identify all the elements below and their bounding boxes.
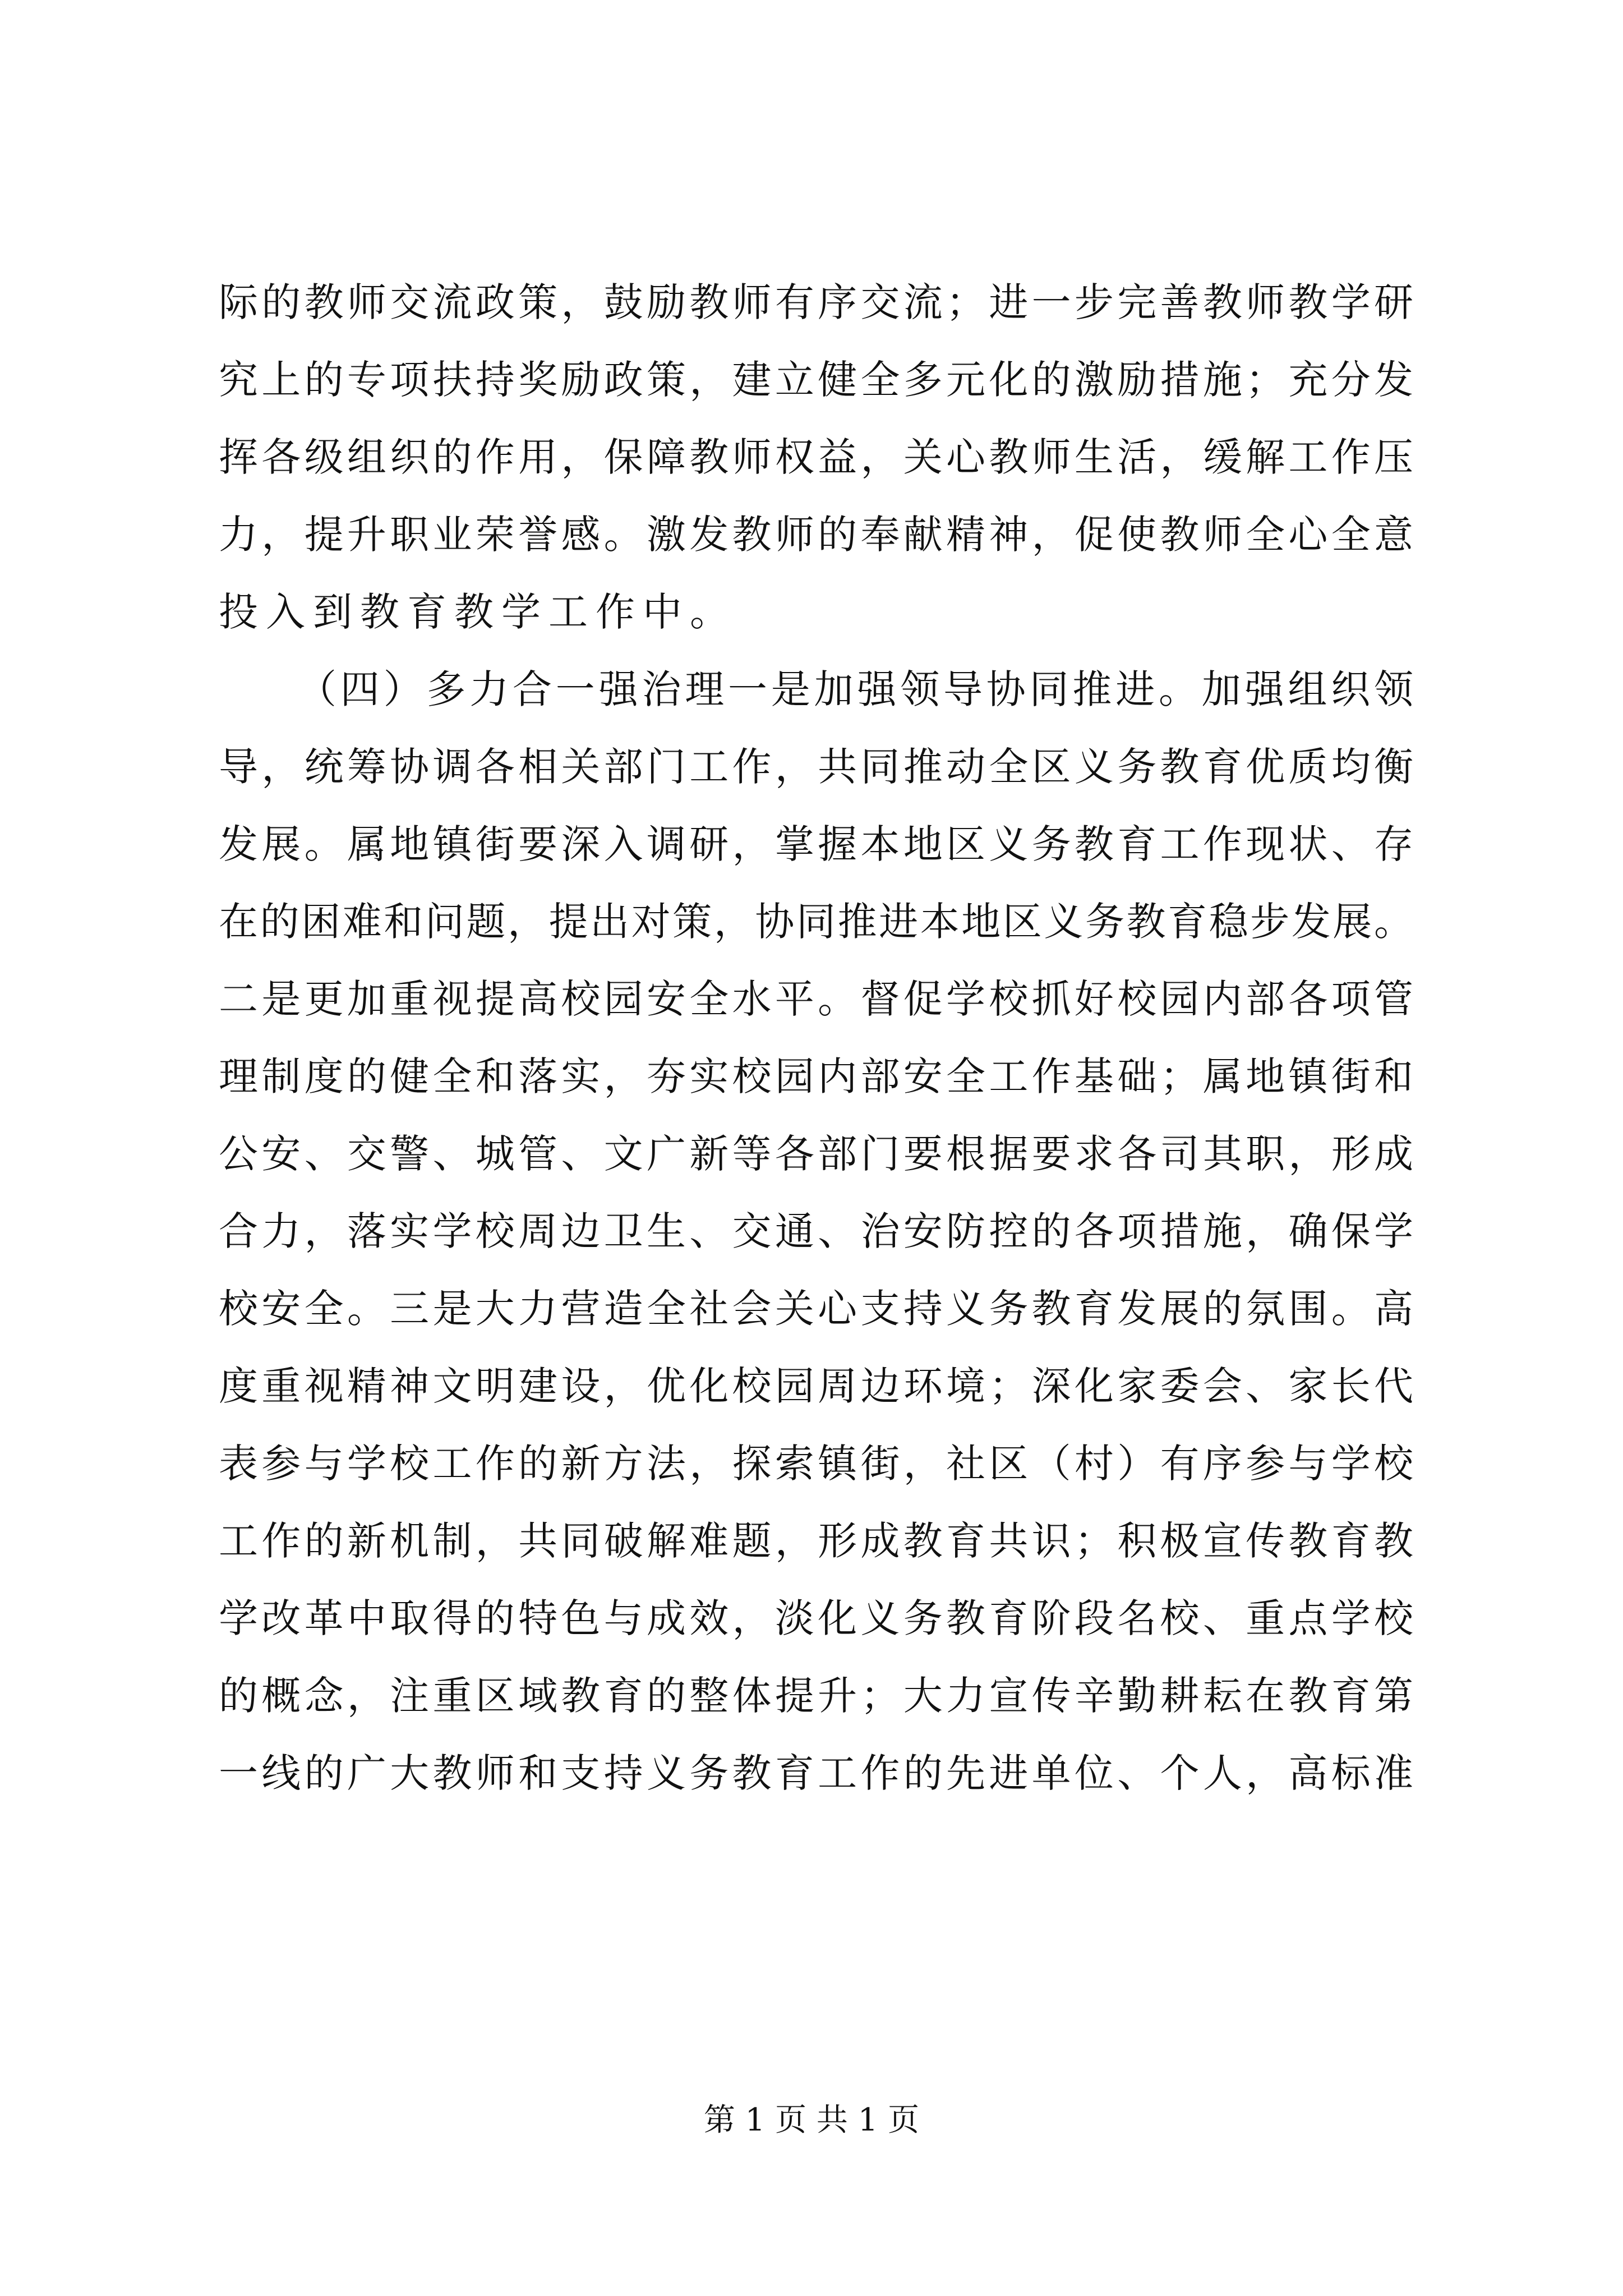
text-line: 力，提升职业荣誉感。激发教师的奉献精神，促使教师全心全意 xyxy=(219,512,1413,558)
text-line: 学改革中取得的特色与成效，淡化义务教育阶段名校、重点学校 xyxy=(219,1595,1413,1641)
text-line: 究上的专项扶持奖励政策，建立健全多元化的激励措施；充分发 xyxy=(219,357,1413,403)
text-line: 表参与学校工作的新方法，探索镇街，社区（村）有序参与学校 xyxy=(219,1441,1413,1487)
section-heading-line: （四）多力合一强治理一是加强领导协同推进。加强组织领 xyxy=(297,666,1413,712)
text-line: 一线的广大教师和支持义务教育工作的先进单位、个人，高标准 xyxy=(219,1750,1413,1796)
text-line: 工作的新机制，共同破解难题，形成教育共识；积极宣传教育教 xyxy=(219,1518,1413,1564)
text-line: 公安、交警、城管、文广新等各部门要根据要求各司其职，形成 xyxy=(219,1131,1413,1177)
text-line: 际的教师交流政策，鼓励教师有序交流；进一步完善教师教学研 xyxy=(219,279,1413,325)
page-number-footer: 第 1 页 共 1 页 xyxy=(703,2102,920,2138)
text-line: 的概念，注重区域教育的整体提升；大力宣传辛勤耕耘在教育第 xyxy=(219,1673,1413,1719)
text-line: 投入到教育教学工作中。 xyxy=(219,589,737,635)
text-line: 挥各级组织的作用，保障教师权益，关心教师生活，缓解工作压 xyxy=(219,434,1413,480)
text-line: 校安全。三是大力营造全社会关心支持义务教育发展的氛围。高 xyxy=(219,1286,1413,1332)
text-line: 导，统筹协调各相关部门工作，共同推动全区义务教育优质均衡 xyxy=(219,744,1413,790)
document-body xyxy=(219,264,1413,1812)
text-line: 合力，落实学校周边卫生、交通、治安防控的各项措施，确保学 xyxy=(219,1208,1413,1254)
text-line: 在的困难和问题，提出对策，协同推进本地区义务教育稳步发展。 xyxy=(219,899,1413,945)
text-line: 发展。属地镇街要深入调研，掌握本地区义务教育工作现状、存 xyxy=(219,821,1413,867)
text-line: 理制度的健全和落实，夯实校园内部安全工作基础；属地镇街和 xyxy=(219,1053,1413,1099)
text-line: 二是更加重视提高校园安全水平。督促学校抓好校园内部各项管 xyxy=(219,976,1413,1022)
text-line: 度重视精神文明建设，优化校园周边环境；深化家委会、家长代 xyxy=(219,1363,1413,1409)
